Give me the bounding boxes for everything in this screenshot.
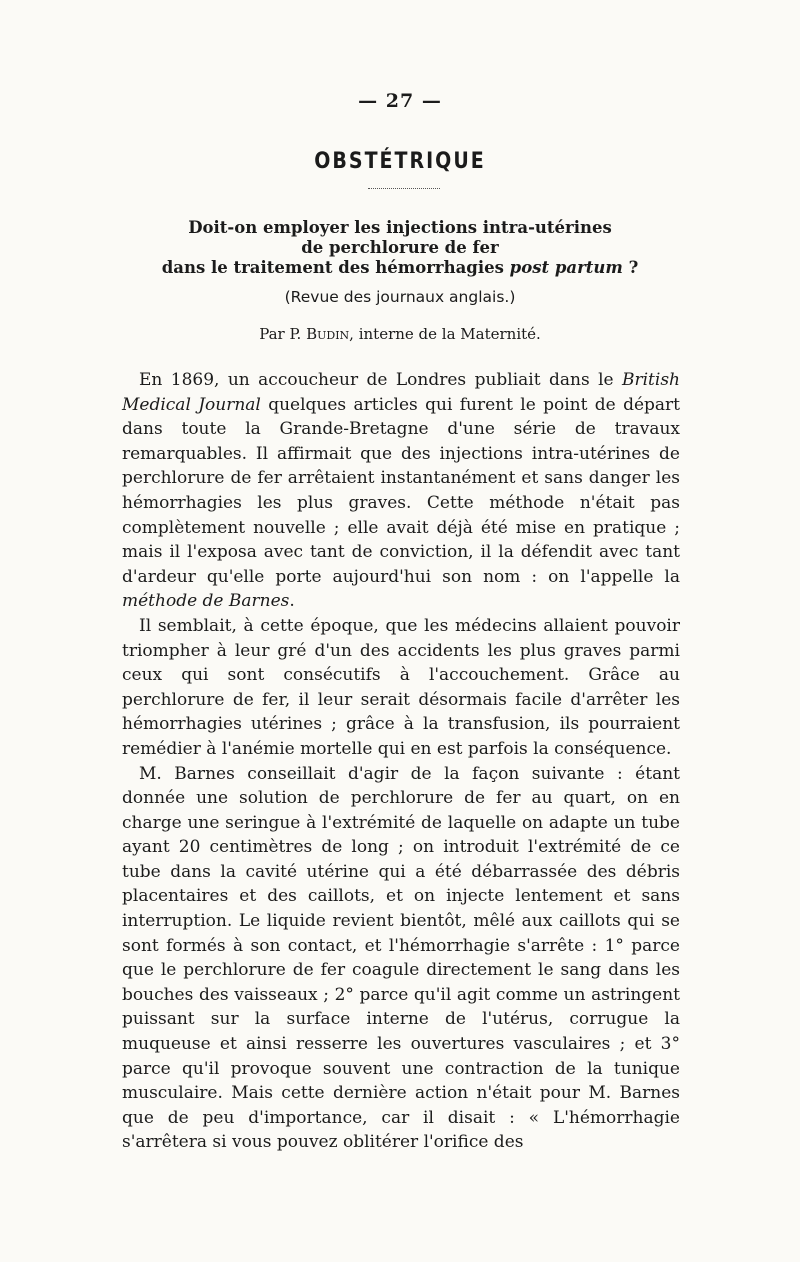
paragraph-1-text-b: quelques articles qui furent le point de départ dans toute la Grande-Bretagne d'une série de travaux remarquables. Il affirmait que des injections intra-utérines de perchlorure de fer arrêtaient instantanément et sans danger les hémorrhagies les plus graves. Cette méthode n'était pas complètement nouvelle ; elle avait déjà été mise en pratique ; mais il l'exposa avec tant de conviction, il la défendit avec tant d'ardeur qu'elle porte aujourd'hui son nom : on l'appelle la <box>122 394 680 587</box>
section-title: OBSTÉTRIQUE <box>314 148 486 174</box>
article-title-line-3 <box>60 258 740 278</box>
method-name: méthode de Barnes <box>122 591 290 612</box>
article-title-line-1: Doit-on employer les injections intra-utérines <box>188 218 612 237</box>
byline <box>0 325 800 343</box>
article-title-line-2: de perchlorure de fer <box>301 238 499 257</box>
journal-name: British Medical Journal <box>122 370 680 415</box>
title-divider <box>368 188 440 189</box>
byline-suffix: , interne de la Maternité. <box>349 325 541 343</box>
author-name: Budin <box>306 325 350 343</box>
paragraph-1-text-c: . <box>289 591 295 612</box>
article-title-question-mark: ? <box>622 258 639 277</box>
byline-prefix: Par P. <box>259 325 307 343</box>
article-title-italic: post partum <box>509 258 623 277</box>
paragraph-1-text-a: En 1869, un accoucheur de Londres publiait dans le <box>139 370 622 390</box>
paragraph-1 <box>122 368 680 614</box>
paragraph-3: M. Barnes conseillait d'agir de la façon suivante : étant donnée une solution de perchlorure de fer au quart, on en charge une seringue à l'extrémité de laquelle on adapte un tube ayant 20 centimètres de long ; on introduit l'extrémité de ce tube dans la cavité utérine qui a été débarrassée des débris placentaires et des caillots, et on injecte lentement et sans interruption. Le liquide revient bientôt, mêlé aux caillots qui se sont formés à son contact, et l'hémorrhagie s'arrête : 1° parce que le perchlorure de fer coagule directement le sang dans les bouches des vaisseaux ; 2° parce qu'il agit comme un astringent puissant sur la surface interne de l'utérus, corrugue la muqueuse et ainsi resserre les ouvertures vasculaires ; et 3° parce qu'il provoque souvent une contraction de la tunique musculaire. Mais cette dernière action n'était pour M. Barnes que de peu d'importance, car il disait : « L'hémorrhagie s'arrêtera si vous pouvez oblitérer l'orifice des <box>122 763 680 1153</box>
article-title-line-3-text: dans le traitement des hémorrhagies <box>161 258 504 277</box>
article-source: (Revue des journaux anglais.) <box>284 288 516 306</box>
paragraph-2: Il semblait, à cette époque, que les médecins allaient pouvoir triompher à leur gré d'un des accidents les plus graves parmi ceux qui sont consécutifs à l'accouchement. Grâce au perchlorure de fer, il leur serait désormais facile d'arrêter les hémorrhagies utérines ; grâce à la transfusion, ils pourraient remédier à l'anémie mortelle qui en est parfois la conséquence. <box>122 615 680 759</box>
article-body <box>122 368 680 1155</box>
page-number: — 27 — <box>358 90 442 112</box>
